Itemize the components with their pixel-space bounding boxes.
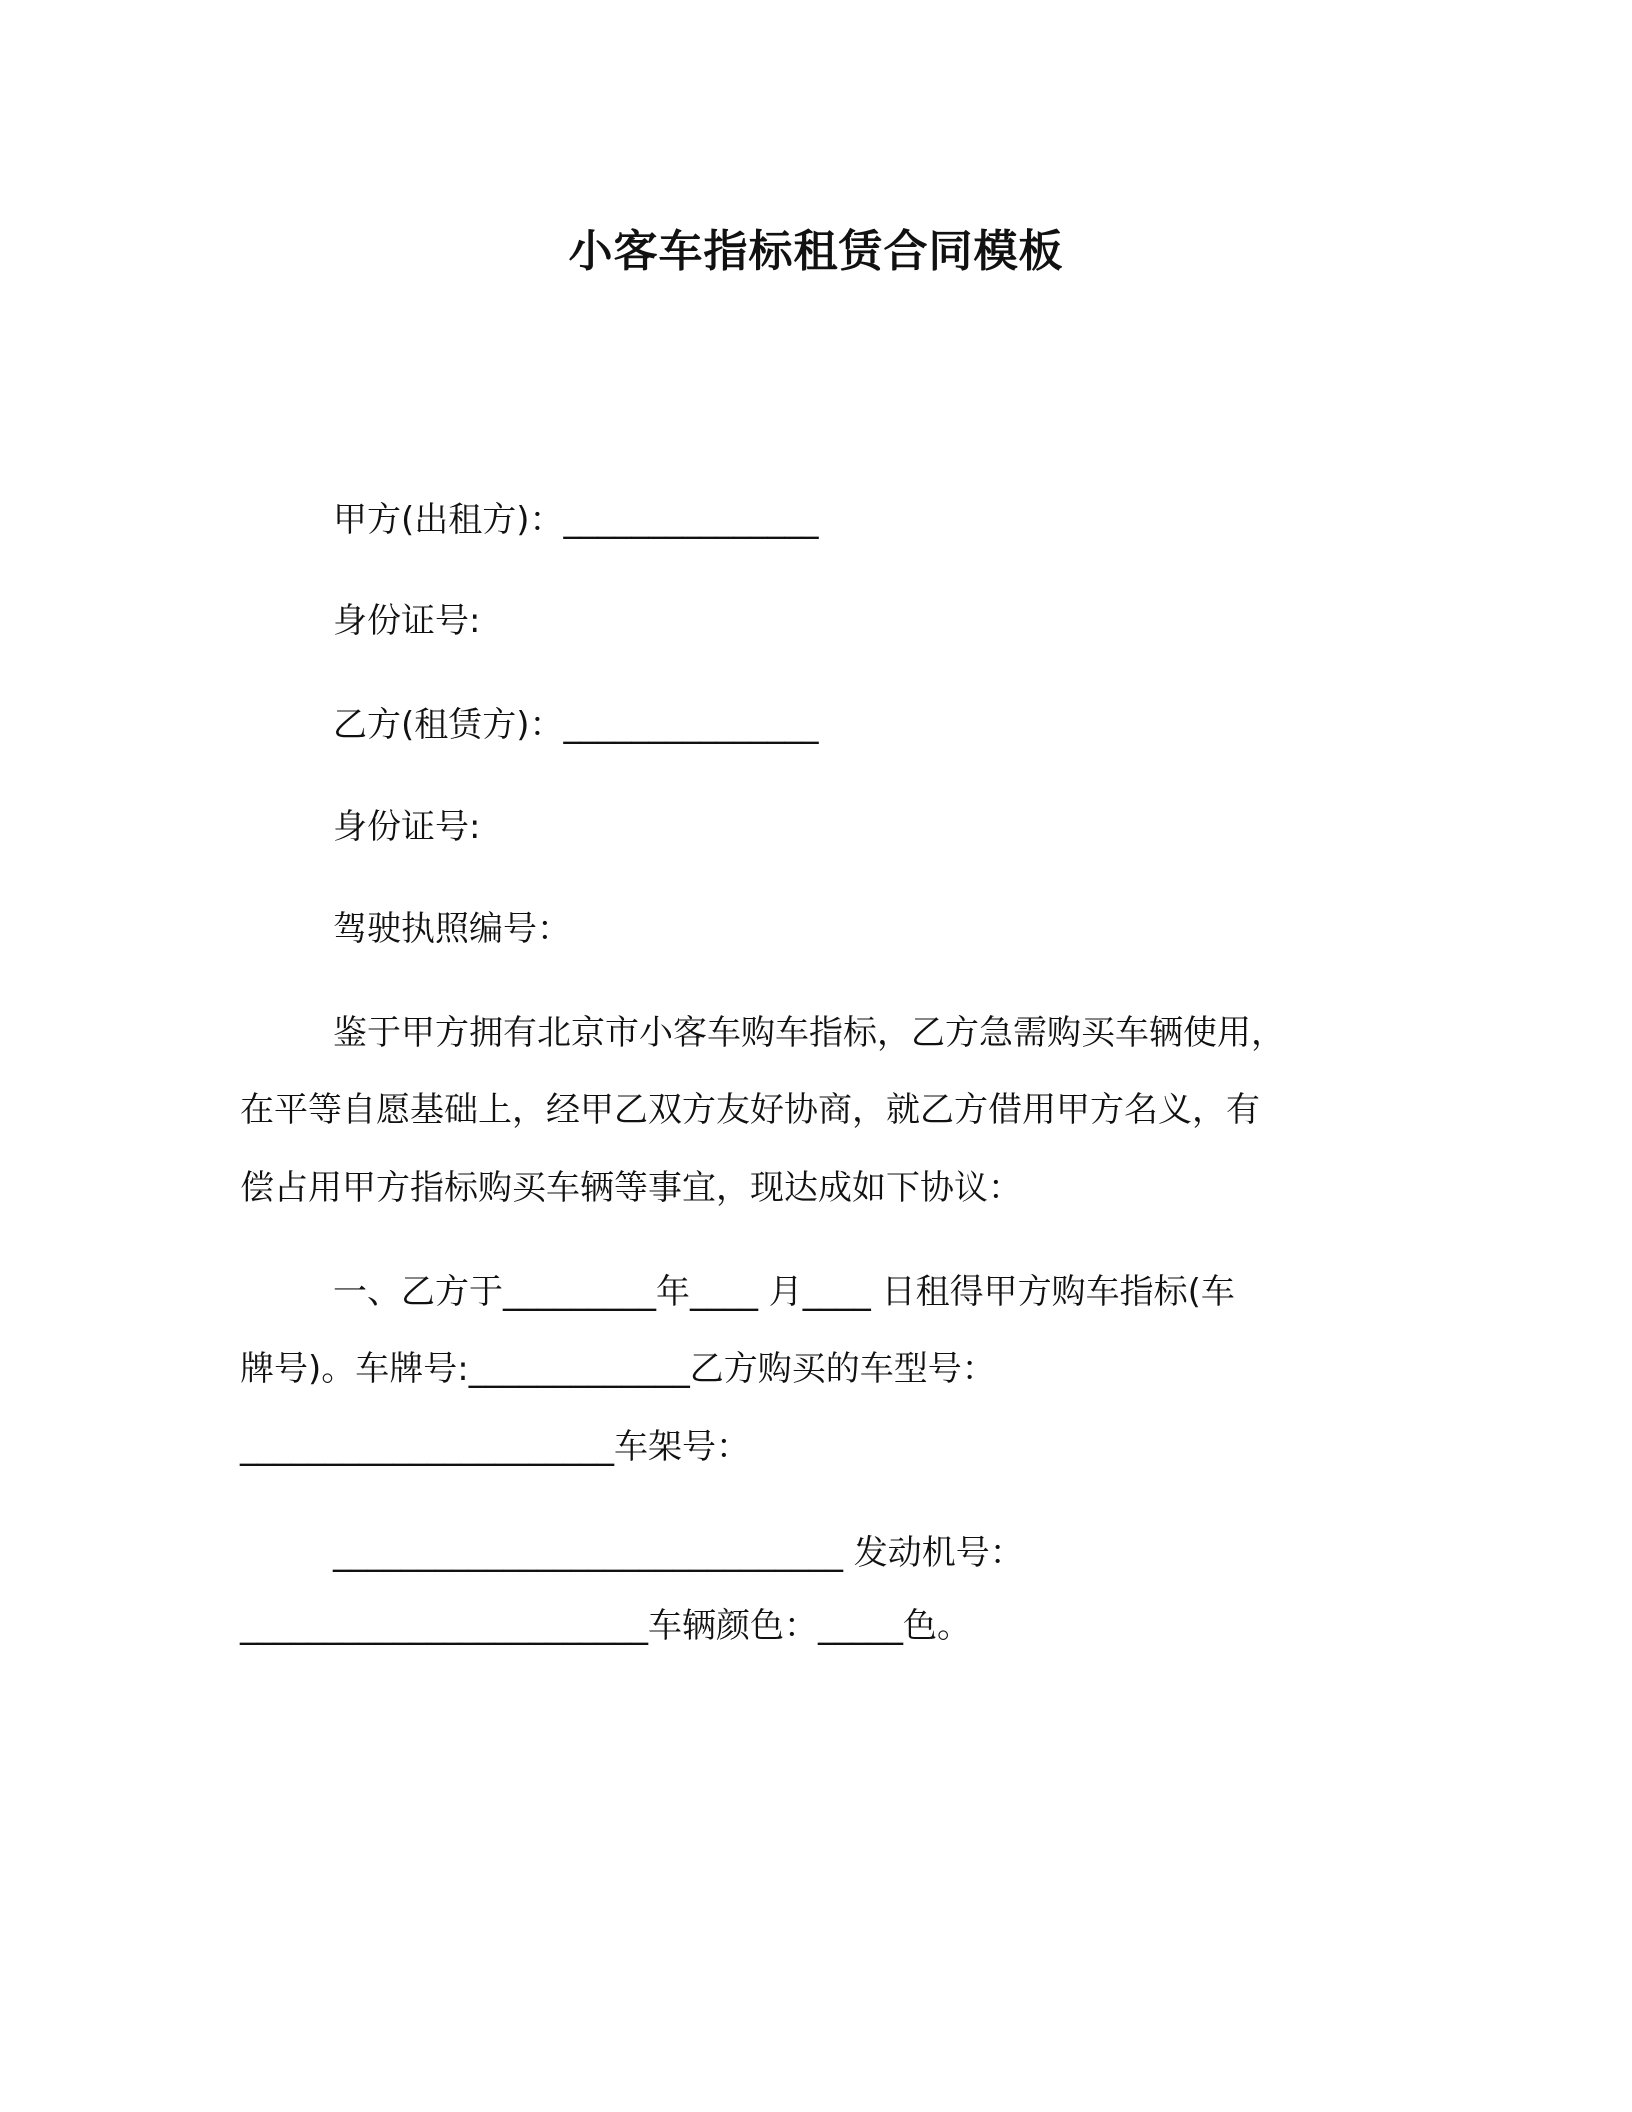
preamble-line-3: 偿占用甲方指标购买车辆等事宜，现达成如下协议：: [240, 1168, 1022, 1208]
preamble-line-2: 在平等自愿基础上，经甲乙双方友好协商，就乙方借用甲方名义，有: [240, 1090, 1260, 1130]
clause-1-line-5: ________________________车辆颜色：_____色。: [240, 1606, 971, 1646]
party-b-id-line: 身份证号:: [333, 807, 481, 847]
driver-license-line: 驾驶执照编号：: [333, 909, 571, 949]
party-b-line: 乙方(租赁方)：_______________: [333, 705, 819, 745]
clause-1-line-1: 一、乙方于_________年____ 月____ 日租得甲方购车指标(车: [333, 1272, 1235, 1312]
document-title: 小客车指标租赁合同模板: [568, 226, 1064, 277]
preamble-line-1: 鉴于甲方拥有北京市小客车购车指标，乙方急需购买车辆使用，: [333, 1013, 1285, 1053]
clause-1-line-4: ______________________________ 发动机号：: [333, 1533, 1024, 1573]
party-a-id-line: 身份证号:: [333, 601, 481, 641]
clause-1-line-2: 牌号)。车牌号:_____________乙方购买的车型号：: [240, 1349, 996, 1389]
clause-1-line-3: ______________________车架号：: [240, 1427, 750, 1467]
party-a-line: 甲方(出租方)：_______________: [333, 500, 819, 540]
